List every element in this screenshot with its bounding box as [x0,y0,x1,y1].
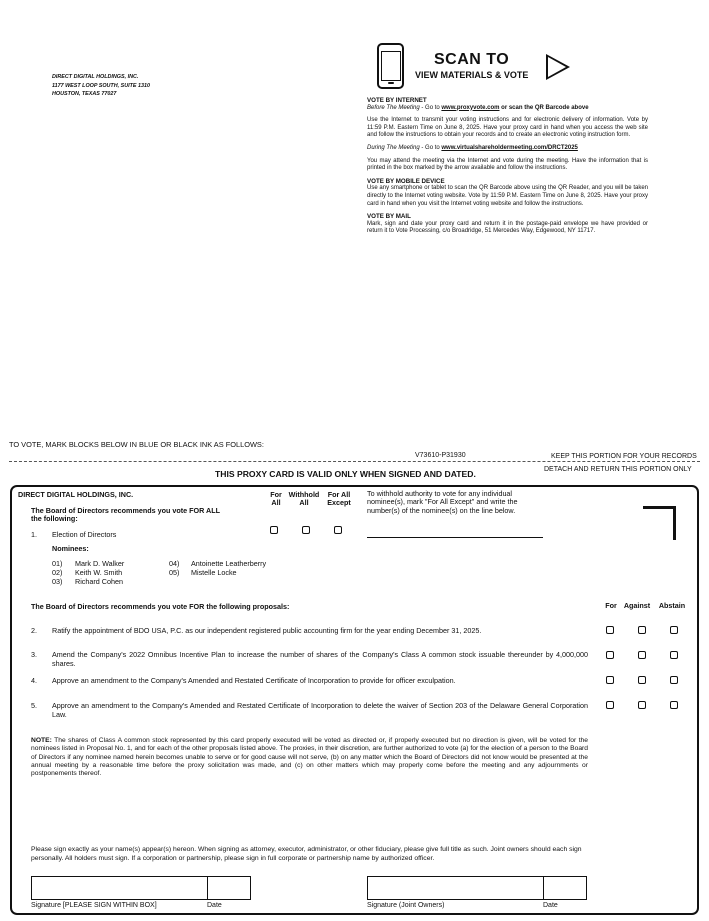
proposal-4-against-checkbox[interactable] [638,676,646,684]
joint-date-label: Date [543,902,558,909]
proposal-3-abstain-checkbox[interactable] [670,651,678,659]
address-line-2: 1177 WEST LOOP SOUTH, SUITE 1310 [52,82,150,89]
during-body: You may attend the meeting via the Internet and vote during the meeting. Have the information that is printed in the box marked by the arrow available and follow the instructions. [367,157,648,172]
valid-notice: THIS PROXY CARD IS VALID ONLY WHEN SIGNED AND DATED. [215,469,476,479]
col-for: For [605,601,617,610]
scan-title: SCAN TO [434,51,510,68]
play-arrow-icon [546,54,570,80]
before-meeting-label: Before The Meeting [367,104,420,111]
col-against: Against [623,601,651,610]
nominee-name: Richard Cohen [75,577,123,586]
smartphone-icon [377,43,404,89]
virtual-meeting-link[interactable]: www.virtualshareholdermeeting.com/DRCT2025 [441,144,578,151]
mobile-heading: VOTE BY MOBILE DEVICE [367,177,445,185]
detach-portion-label: DETACH AND RETURN THIS PORTION ONLY [544,466,692,473]
sign-instruction: Please sign exactly as your name(s) appear(s) hereon. When signing as attorney, executor, administrator, or other fiduciary, please give full title as such. Joint owners should each sign personally. All holders must sign. If a corporation or partnership, please sign in full corporate or partnership name by authorized officer. [31,846,582,862]
proposal-text: Approve an amendment to the Company's Amended and Restated Certificate of Incorporation to provide for officer exculpation. [52,676,456,685]
control-number: V73610-P31930 [415,452,466,459]
proposal-3-against-checkbox[interactable] [638,651,646,659]
col-for-all: For All [270,490,282,507]
proposal-4-abstain-checkbox[interactable] [670,676,678,684]
signature-date-box[interactable] [207,876,251,900]
internet-body: Use the Internet to transmit your voting instructions and for electronic delivery of information. Vote by 11:59 P.M. Eastern Time on June 8, 2025. Have your proxy card in hand when you access the web site and follow the instructions to obtain your records and to create an electronic voting instruction form. [367,117,648,139]
nominee-name: Mark D. Walker [75,559,125,568]
date-label: Date [207,902,222,909]
col-for-all-except: For All Except [327,490,351,507]
address-line-3: HOUSTON, TEXAS 77027 [52,91,117,98]
proposal-text: Amend the Company's 2022 Omnibus Incentive Plan to increase the number of shares of the Company's Class A common stock issuable thereunder by 4,000,000 shares. [52,650,588,668]
card-company-name: DIRECT DIGITAL HOLDINGS, INC. [18,490,134,499]
detach-line [9,461,700,462]
nominee-num: 02) [52,568,63,577]
item-1-number: 1. [31,530,37,539]
proposal-5-against-checkbox[interactable] [638,701,646,709]
board-recommendation-all [31,507,271,523]
checkbox-for-all[interactable] [270,526,278,534]
during-meeting-label: During The Meeting [367,144,420,151]
joint-signature-box[interactable] [367,876,544,900]
proposal-number: 5. [31,701,37,710]
proposal-2-for-checkbox[interactable] [606,626,614,634]
internet-heading: VOTE BY INTERNET [367,97,427,104]
board-recommendation-proposals: The Board of Directors recommends you vote FOR the following proposals: [31,602,290,611]
proposal-text: Approve an amendment to the Company's Amended and Restated Certificate of Incorporation to delete the waiver of Section 203 of the Delaware General Corporation Law. [52,701,588,719]
company-address [52,73,150,99]
col-abstain: Abstain [658,601,686,610]
nominee-num: 04) [169,559,180,568]
before-text-a: - Go to [419,104,442,111]
checkbox-for-all-except[interactable] [334,526,342,534]
scan-subtitle: VIEW MATERIALS & VOTE [415,70,529,80]
signature-box[interactable] [31,876,208,900]
keep-portion-label: KEEP THIS PORTION FOR YOUR RECORDS [551,453,697,460]
nominee-write-in-line[interactable] [367,537,543,538]
checkbox-withhold-all[interactable] [302,526,310,534]
joint-signature-label: Signature (Joint Owners) [367,902,445,909]
signature-label: Signature [PLEASE SIGN WITHIN BOX] [31,902,157,909]
proposal-number: 3. [31,650,37,659]
nominee-num: 03) [52,577,63,586]
during-text: - Go to [419,144,442,151]
proposal-5-for-checkbox[interactable] [606,701,614,709]
nominee-num: 01) [52,559,63,568]
nominees-label: Nominees: [52,544,89,553]
nominee-name: Keith W. Smith [75,568,123,577]
proposal-2-abstain-checkbox[interactable] [670,626,678,634]
note-text: The shares of Class A common stock represented by this card properly executed will be voted as directed or, if properly executed but no direction is given, will be voted for the nominees listed in Proposal No. 1, and for each of the other proposals listed above. The proxies, in their discretion, are further authorized to vote (a) for the election of a person to the Board of Directors if any nominee named herein becomes unable to serve or for good cause will not serve, (b) on any matter which the Board of Directors did not know would be presented at the annual meeting by a reasonable time before the proxy solicitation was made, and (c) on other matters which may properly come before the meeting and any adjournments or postponements thereof. [31,737,588,778]
proposal-2-against-checkbox[interactable] [638,626,646,634]
proposal-number: 4. [31,676,37,685]
nominee-num: 05) [169,568,180,577]
proxy-note [31,737,588,778]
proposal-number: 2. [31,626,37,635]
mail-heading: VOTE BY MAIL [367,213,411,221]
nominee-name: Antoinette Leatherberry [191,559,267,568]
address-line-1: DIRECT DIGITAL HOLDINGS, INC. [52,74,139,80]
board-rec-line-1: The Board of Directors recommends you vote FOR ALL [31,506,221,515]
to-vote-instruction: TO VOTE, MARK BLOCKS BELOW IN BLUE OR BLACK INK AS FOLLOWS: [9,440,264,449]
proposal-3-for-checkbox[interactable] [606,651,614,659]
board-rec-line-2: the following: [31,514,78,523]
before-text-b: or scan the QR Barcode above [499,104,589,111]
nominee-name: Mistelle Locke [191,568,237,577]
proposal-4-for-checkbox[interactable] [606,676,614,684]
col-withhold-all: Withhold All [288,490,320,507]
note-label: NOTE: [31,737,52,744]
corner-mark [643,506,676,540]
voting-instructions [367,97,648,236]
mobile-body: Use any smartphone or tablet to scan the QR Barcode above using the QR Reader, and you will be taken directly to the Internet voting website. Vote by 11:59 P.M. Eastern Time on June 8, 2025. Have your proxy card in hand when you visit the Internet voting website and follow the instructions. [367,185,648,207]
proposal-text: Ratify the appointment of BDO USA, P.C. as our independent registered public accounting firm for the year ending December 31, 2025. [52,626,482,635]
joint-date-box[interactable] [543,876,587,900]
item-1-label: Election of Directors [52,530,117,539]
proxyvote-link[interactable]: www.proxyvote.com [441,104,500,111]
mail-body: Mark, sign and date your proxy card and return it in the postage-paid envelope we have provided or return it to Vote Processing, c/o Broadridge, 51 Mercedes Way, Edgewood, NY 11717. [367,220,648,235]
proposal-5-abstain-checkbox[interactable] [670,701,678,709]
withhold-instruction: To withhold authority to vote for any individual nominee(s), mark "For All Except" and write the number(s) of the nominee(s) on the line below. [367,489,518,515]
